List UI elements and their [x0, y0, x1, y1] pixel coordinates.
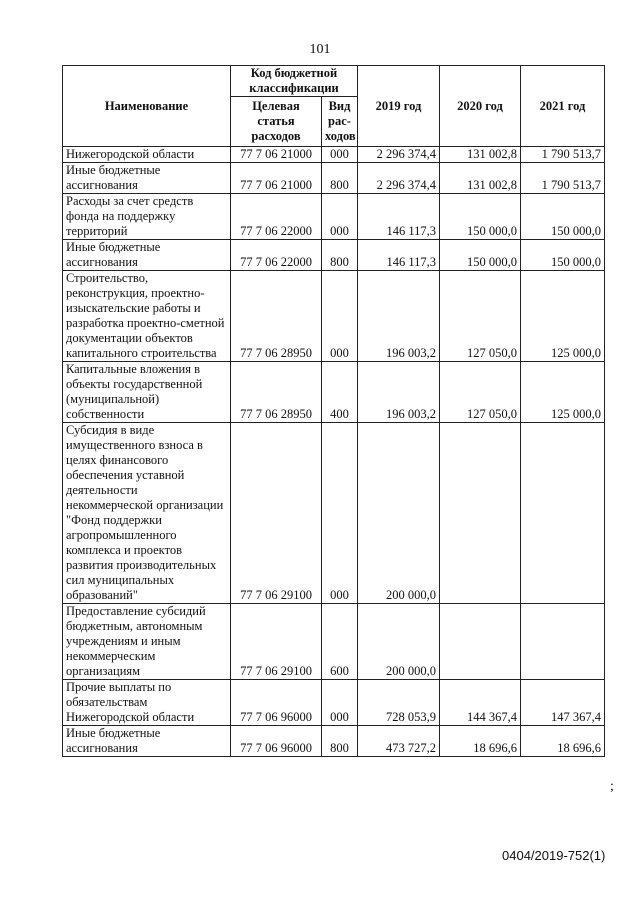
table-body — [63, 147, 605, 757]
table-row — [63, 147, 605, 163]
row-kind-code: 800 — [322, 726, 358, 757]
table-row — [63, 194, 605, 240]
row-target-code: 77 7 06 28950 — [231, 362, 322, 423]
row-name: Расходы за счет средств фонда на поддержку территорий — [63, 194, 231, 240]
row-value-2021: 125 000,0 — [521, 362, 605, 423]
row-value-2020 — [440, 604, 521, 680]
page-number: 101 — [309, 42, 331, 57]
row-kind-code: 000 — [322, 680, 358, 726]
table-row — [63, 163, 605, 194]
row-value-2020: 127 050,0 — [440, 362, 521, 423]
document-code: 0404/2019-752(1) — [502, 848, 606, 863]
table-row — [63, 604, 605, 680]
row-name: Строительство, реконструкция, проектно-изыскательские работы и разработка проектно-сметной документации объектов капитального строительства — [63, 271, 231, 362]
row-kind-code: 800 — [322, 240, 358, 271]
table-row — [63, 240, 605, 271]
row-target-code: 77 7 06 29100 — [231, 423, 322, 604]
row-value-2019: 200 000,0 — [358, 604, 440, 680]
row-value-2021 — [521, 604, 605, 680]
row-value-2021: 1 790 513,7 — [521, 147, 605, 163]
row-kind-code: 000 — [322, 194, 358, 240]
table-row — [63, 726, 605, 757]
trailing-semicolon: ; — [610, 779, 614, 794]
row-value-2020: 127 050,0 — [440, 271, 521, 362]
row-value-2020: 150 000,0 — [440, 240, 521, 271]
row-name: Предоставление субсидий бюджетным, автономным учреждениям и иным некоммерческим организациям — [63, 604, 231, 680]
row-value-2019: 196 003,2 — [358, 271, 440, 362]
row-value-2021 — [521, 423, 605, 604]
row-kind-code: 000 — [322, 271, 358, 362]
row-value-2020: 131 002,8 — [440, 147, 521, 163]
row-value-2019: 196 003,2 — [358, 362, 440, 423]
row-kind-code: 800 — [322, 163, 358, 194]
row-value-2019: 473 727,2 — [358, 726, 440, 757]
row-name: Иные бюджетные ассигнования — [63, 726, 231, 757]
row-name: Прочие выплаты по обязательствам Нижегородской области — [63, 680, 231, 726]
row-kind-code: 600 — [322, 604, 358, 680]
row-name: Субсидия в виде имущественного взноса в целях финансового обеспечения уставной деятельности некоммерческой организации "Фонд поддержки агропромышленного комплекса и проектов развития производительных сил муниципальных образований" — [63, 423, 231, 604]
header-2019: 2019 год — [358, 66, 440, 147]
row-value-2020 — [440, 423, 521, 604]
row-value-2019: 146 117,3 — [358, 194, 440, 240]
row-target-code: 77 7 06 29100 — [231, 604, 322, 680]
header-name: Наименование — [63, 66, 231, 147]
row-value-2020: 131 002,8 — [440, 163, 521, 194]
row-kind-code: 400 — [322, 362, 358, 423]
row-value-2019: 2 296 374,4 — [358, 163, 440, 194]
row-value-2019: 200 000,0 — [358, 423, 440, 604]
header-2020: 2020 год — [440, 66, 521, 147]
row-target-code: 77 7 06 22000 — [231, 194, 322, 240]
row-value-2019: 2 296 374,4 — [358, 147, 440, 163]
row-target-code: 77 7 06 96000 — [231, 726, 322, 757]
row-name: Иные бюджетные ассигнования — [63, 240, 231, 271]
row-value-2019: 728 053,9 — [358, 680, 440, 726]
row-value-2021: 150 000,0 — [521, 240, 605, 271]
row-target-code: 77 7 06 22000 — [231, 240, 322, 271]
row-target-code: 77 7 06 21000 — [231, 163, 322, 194]
row-name: Капитальные вложения в объекты государственной (муниципальной) собственности — [63, 362, 231, 423]
row-value-2021: 150 000,0 — [521, 194, 605, 240]
row-target-code: 77 7 06 96000 — [231, 680, 322, 726]
row-value-2021: 125 000,0 — [521, 271, 605, 362]
row-target-code: 77 7 06 21000 — [231, 147, 322, 163]
table-header — [63, 66, 605, 147]
row-value-2021: 1 790 513,7 — [521, 163, 605, 194]
header-target: Целевая статья расходов — [231, 97, 322, 147]
row-target-code: 77 7 06 28950 — [231, 271, 322, 362]
row-value-2021: 18 696,6 — [521, 726, 605, 757]
header-2021: 2021 год — [521, 66, 605, 147]
row-kind-code: 000 — [322, 423, 358, 604]
header-code-group: Код бюджетной классификации — [231, 66, 358, 97]
row-name: Нижегородской области — [63, 147, 231, 163]
row-name: Иные бюджетные ассигнования — [63, 163, 231, 194]
row-value-2020: 150 000,0 — [440, 194, 521, 240]
table-row — [63, 680, 605, 726]
row-value-2021: 147 367,4 — [521, 680, 605, 726]
row-value-2020: 18 696,6 — [440, 726, 521, 757]
row-value-2019: 146 117,3 — [358, 240, 440, 271]
row-value-2020: 144 367,4 — [440, 680, 521, 726]
table-row — [63, 271, 605, 362]
budget-table — [62, 65, 605, 757]
table-row — [63, 423, 605, 604]
row-kind-code: 000 — [322, 147, 358, 163]
table-row — [63, 362, 605, 423]
header-kind: Вид рас-ходов — [322, 97, 358, 147]
